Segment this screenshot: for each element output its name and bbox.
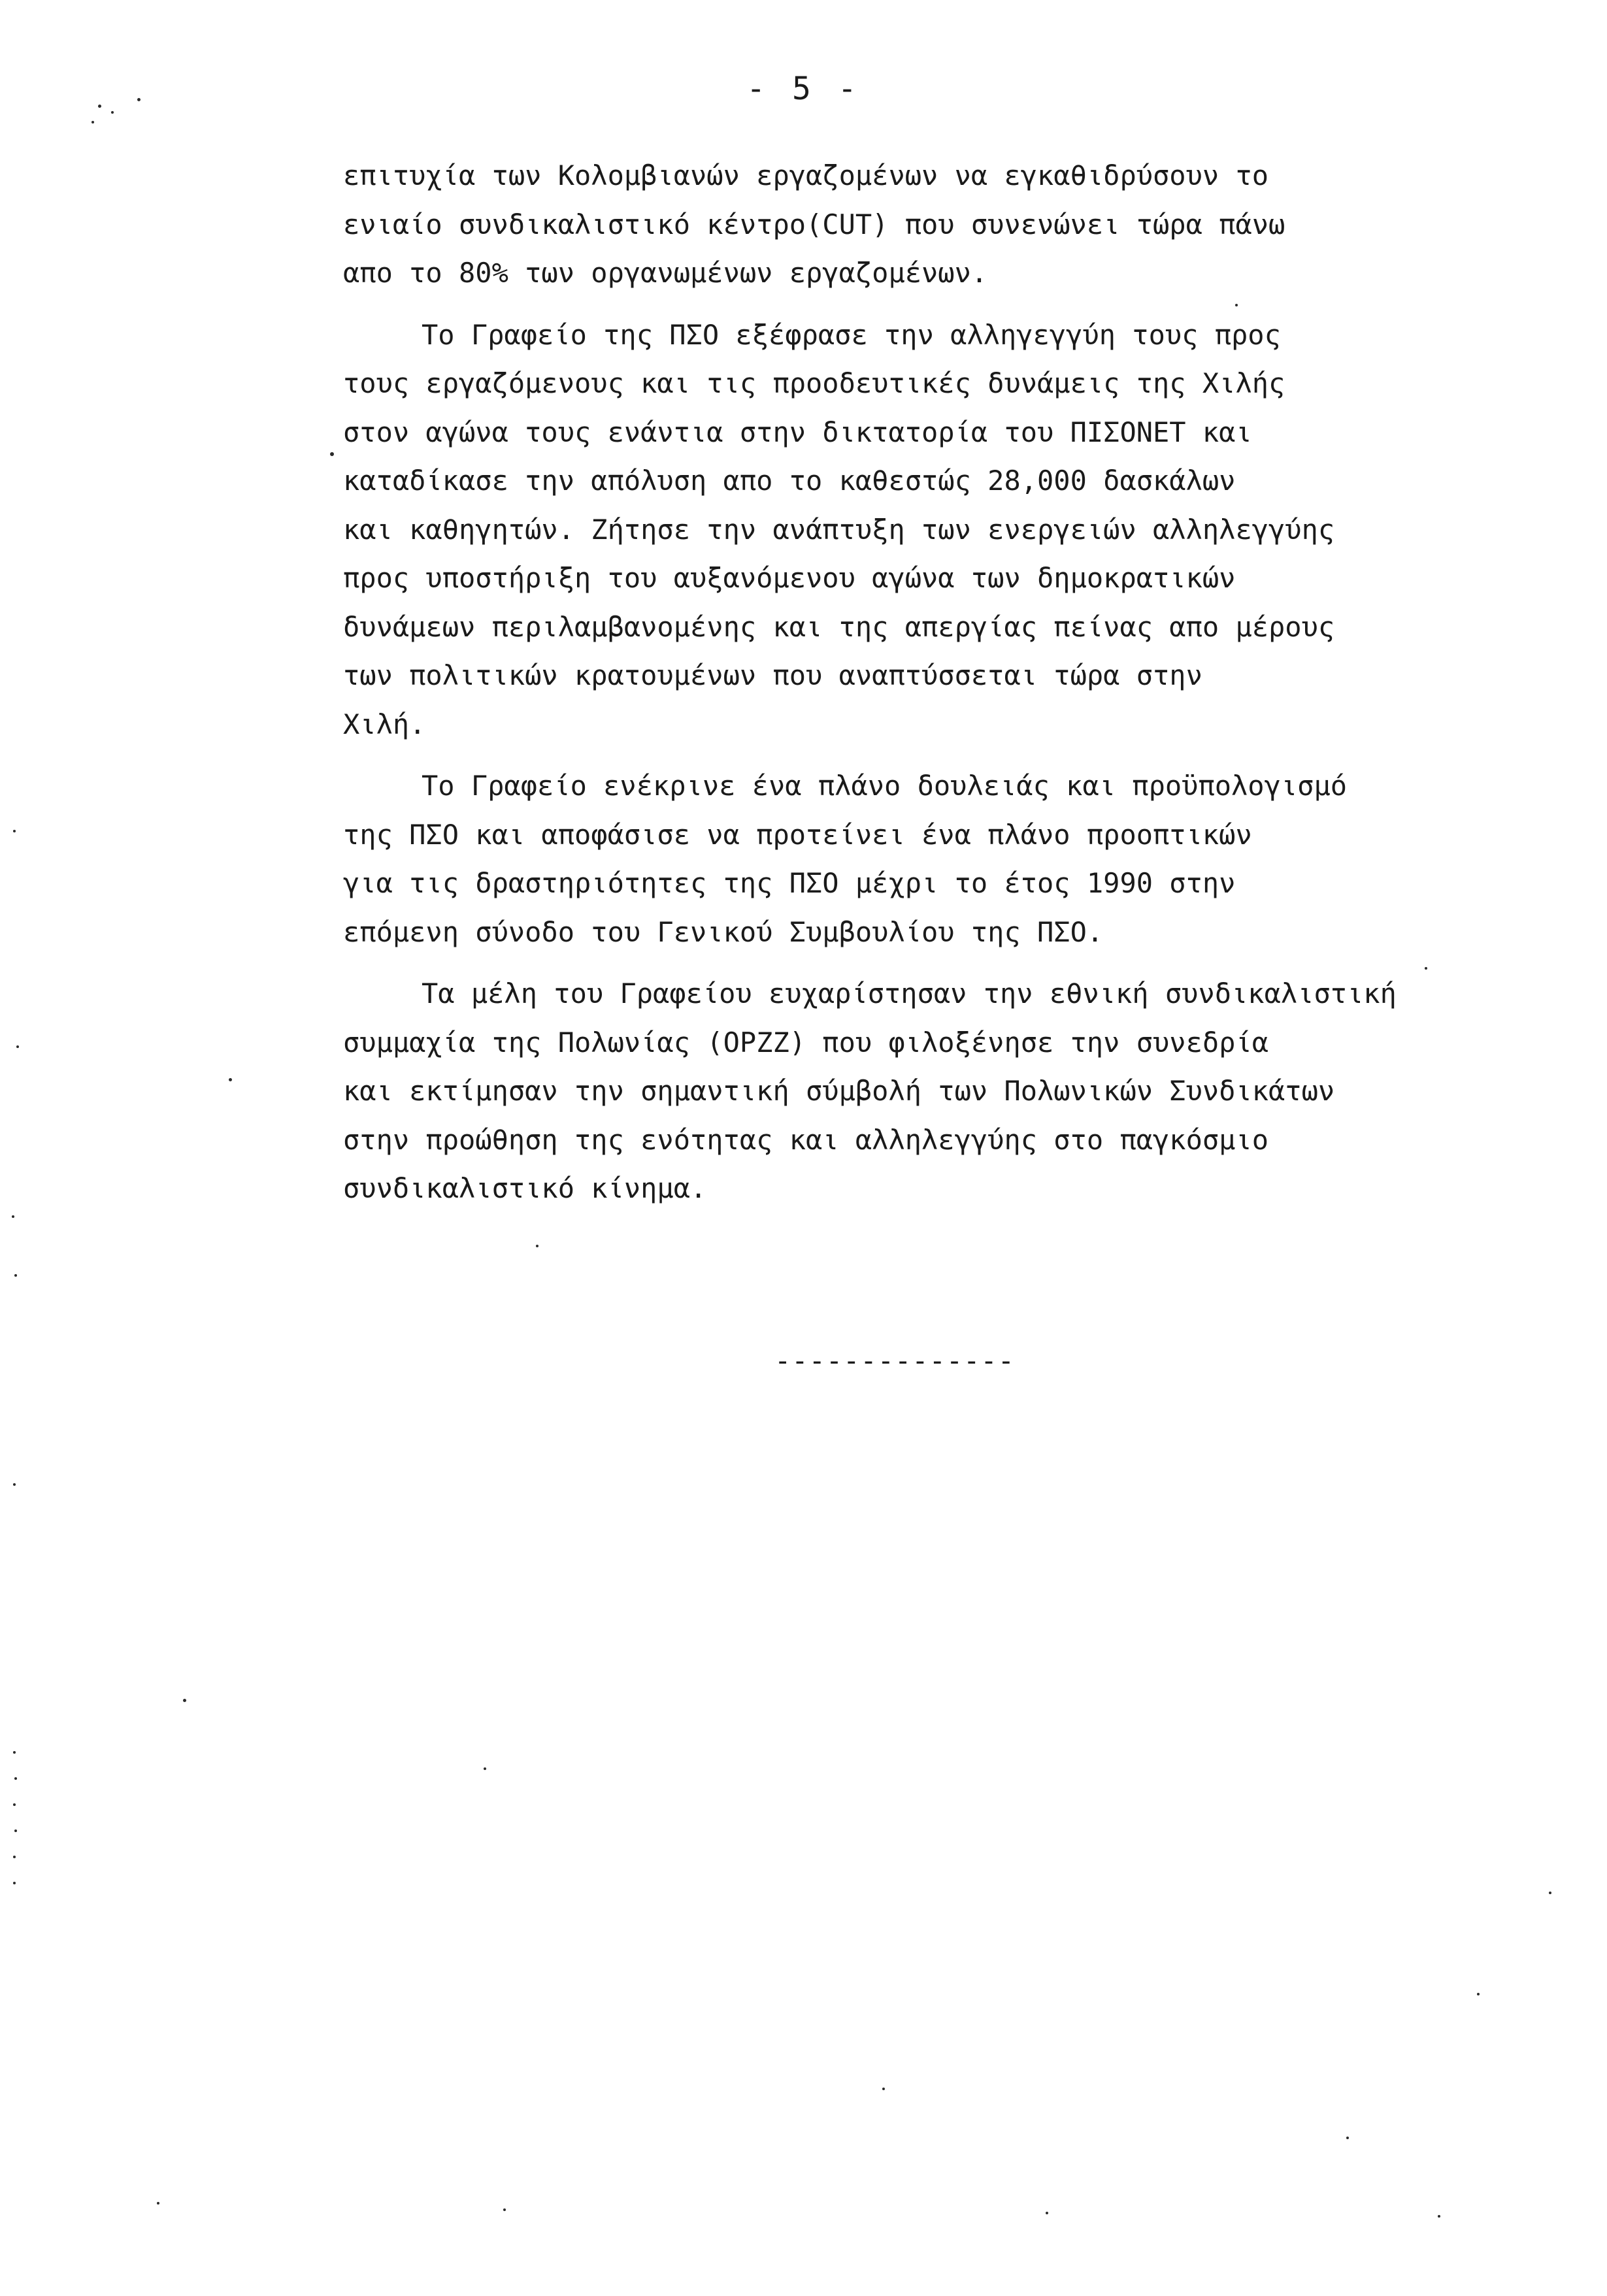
scan-speck bbox=[882, 2088, 885, 2090]
scan-speck bbox=[14, 1777, 17, 1780]
paragraph-colombia bbox=[343, 152, 1585, 298]
scan-speck bbox=[14, 1274, 17, 1277]
scan-speck bbox=[13, 1856, 16, 1858]
text-line: Χιλή. bbox=[343, 708, 426, 740]
text-line: στην προώθηση της ενότητας και αλληλεγγύης στο παγκόσμιο bbox=[343, 1123, 1269, 1156]
scan-speck bbox=[13, 830, 16, 832]
scan-speck bbox=[14, 1829, 17, 1832]
scan-speck bbox=[16, 1045, 19, 1048]
text-line: καταδίκασε την απόλυση απο το καθεστώς 28,000 δασκάλων bbox=[343, 465, 1236, 497]
text-line: Το Γραφείο της ΠΣΟ εξέφρασε την αλληγεγγύη τους προς bbox=[422, 318, 1281, 351]
scan-speck bbox=[1425, 967, 1427, 970]
text-line: και καθηγητών. Ζήτησε την ανάπτυξη των ενεργειών αλληλεγγύης bbox=[343, 513, 1335, 546]
text-line: Το Γραφείο ενέκρινε ένα πλάνο δουλειάς και προϋπολογισμό bbox=[422, 770, 1348, 802]
text-line: επόμενη σύνοδο του Γενικού Συμβουλίου της ΠΣΟ. bbox=[343, 915, 1104, 948]
text-line: ενιαίο συνδικαλιστικό κέντρο(CUT) που συνενώνει τώρα πάνω bbox=[343, 208, 1285, 240]
text-line: συμμαχία της Πολωνίας (OPZZ) που φιλοξένησε την συνεδρία bbox=[343, 1026, 1269, 1058]
text-line: για τις δραστηριότητες της ΠΣΟ μέχρι το έτος 1990 στην bbox=[343, 867, 1236, 899]
text-line: Τα μέλη του Γραφείου ευχαρίστησαν την εθνική συνδικαλιστική bbox=[422, 977, 1397, 1009]
scan-speck bbox=[1235, 304, 1238, 306]
scan-speck bbox=[13, 1751, 16, 1754]
scan-speck bbox=[157, 2202, 159, 2205]
scan-speck bbox=[111, 111, 114, 114]
text-line: της ΠΣΟ και αποφάσισε να προτείνει ένα πλάνο προοπτικών bbox=[343, 818, 1252, 851]
scan-speck bbox=[484, 1767, 486, 1770]
text-line: δυνάμεων περιλαμβανομένης και της απεργίας πείνας απο μέρους bbox=[343, 610, 1335, 643]
text-line: των πολιτικών κρατουμένων που αναπτύσσεται τώρα στην bbox=[343, 659, 1202, 691]
paragraph-thanks bbox=[343, 970, 1585, 1213]
text-line: τους εργαζόμενους και τις προοδευτικές δυνάμεις της Χιλής bbox=[343, 367, 1285, 399]
scan-speck bbox=[1046, 2212, 1048, 2214]
scan-speck bbox=[13, 1803, 16, 1806]
scan-speck bbox=[1346, 2137, 1349, 2139]
text-line: απο το 80% των οργανωμένων εργαζομένων. bbox=[343, 257, 988, 289]
scan-speck bbox=[330, 452, 334, 456]
text-line: στον αγώνα τους ενάντια στην δικτατορία του ΠΙΣΟΝΕΤ και bbox=[343, 416, 1252, 448]
scan-speck bbox=[137, 98, 141, 101]
scan-speck bbox=[536, 1245, 538, 1247]
body-text bbox=[343, 152, 1585, 1226]
scan-speck bbox=[1438, 2215, 1440, 2218]
scan-speck bbox=[503, 2208, 506, 2211]
text-line: συνδικαλιστικό κίνημα. bbox=[343, 1172, 707, 1204]
text-line: και εκτίμησαν την σημαντική σύμβολή των Πολωνικών Συνδικάτων bbox=[343, 1075, 1335, 1107]
end-separator: -------------- bbox=[774, 1345, 1016, 1377]
page-number: - 5 - bbox=[746, 71, 861, 107]
scan-speck bbox=[1549, 1892, 1551, 1894]
scan-speck bbox=[91, 121, 94, 123]
scan-speck bbox=[98, 105, 101, 108]
paragraph-chile bbox=[343, 311, 1585, 749]
text-line: προς υποστήριξη του αυξανόμενου αγώνα των δημοκρατικών bbox=[343, 562, 1236, 594]
scan-speck bbox=[1477, 1993, 1480, 1995]
paragraph-work-plan bbox=[343, 762, 1585, 957]
scan-speck bbox=[12, 1215, 14, 1218]
scan-speck bbox=[13, 1483, 16, 1486]
text-line: επιτυχία των Κολομβιανών εργαζομένων να εγκαθιδρύσουν το bbox=[343, 159, 1269, 191]
scan-speck bbox=[13, 1882, 16, 1884]
scan-speck bbox=[229, 1078, 232, 1081]
scan-speck bbox=[183, 1699, 186, 1702]
